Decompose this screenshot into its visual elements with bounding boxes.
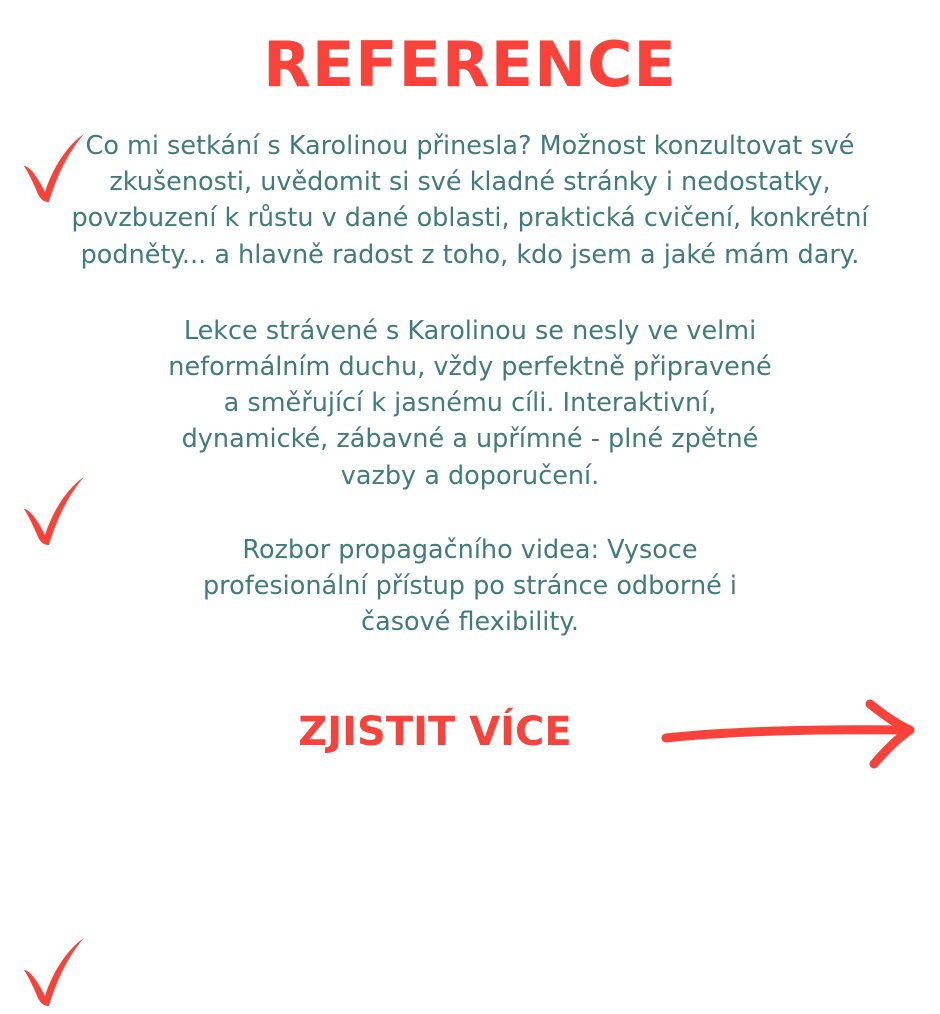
testimonial-text: Co mi setkání s Karolinou přinesla? Možnost konzultovat své zkušenosti, uvědomit si své kladné stránky i nedostatky, povzbuzení k růstu v dané oblasti, praktická cvičení, konkrétní podněty... a hlavně radost z toho, kdo jsem a jaké mám dary. [71,131,869,270]
check-mark-icon [14,930,98,1014]
cta-label[interactable]: ZJISTIT VÍCE [298,709,572,755]
list-item [0,494,940,641]
page-title: REFERENCE [263,28,677,101]
testimonial-text: Rozbor propagačního videa: Vysoce profesionální přístup po stránce odborné i časové flexibility. [203,534,737,638]
testimonial-list [0,120,940,640]
arrow-right-icon [660,690,930,780]
testimonial-text: Lekce strávené s Karolinou se nesly ve velmi neformálním duchu, vždy perfektně připravené a směřující k jasnému cíli. Interaktivní, dynamické, zábavné a upřímné - plné zpětné vazby a doporučení. [168,315,772,491]
list-item [0,273,940,494]
list-item [0,120,940,273]
check-mark-icon [14,126,98,210]
